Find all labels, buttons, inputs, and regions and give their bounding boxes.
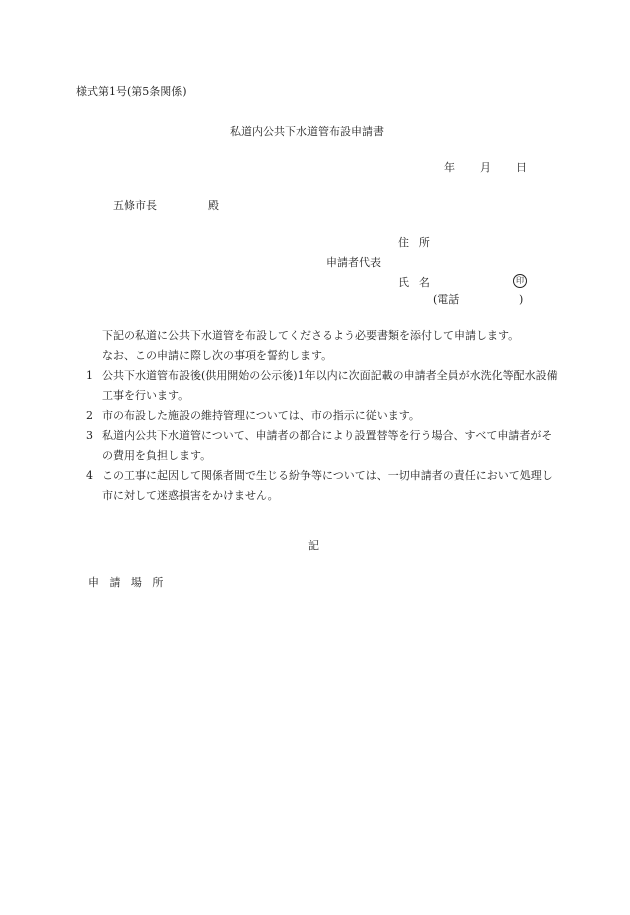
pledge-item	[72, 426, 562, 466]
pledge-number: 3	[86, 429, 93, 442]
ki-heading: 記	[308, 539, 319, 552]
date-year-label: 年	[444, 161, 455, 174]
intro-line-2: なお、この申請に際し次の事項を誓約します。	[102, 349, 333, 362]
application-location-label: 申請場所	[88, 576, 174, 589]
pledge-text: この工事に起因して関係者間で生じる紛争等については、一切申請者の責任において処理し市に対して迷惑損害をかけません。	[102, 469, 553, 502]
addressee-name: 五條市長	[113, 199, 157, 212]
pledge-text: 市の布設した施設の維持管理については、市の指示に従います。	[102, 409, 420, 422]
pledge-number: 4	[86, 469, 93, 482]
intro-line-1: 下記の私道に公共下水道管を布設してくださるよう必要書類を添付して申請します。	[102, 329, 520, 342]
seal-mark: 印	[513, 274, 527, 288]
pledge-list	[72, 366, 562, 506]
pledge-text: 公共下水道管布設後(供用開始の公示後)1年以内に次面記載の申請者全員が水洗化等配水設備工事を行います。	[102, 369, 558, 402]
addressee-honorific: 殿	[208, 199, 219, 212]
pledge-item	[72, 366, 562, 406]
name-label: 氏名	[398, 276, 440, 289]
pledge-item	[72, 466, 562, 506]
address-label: 住所	[398, 236, 440, 249]
phone-label: (電話	[433, 293, 460, 306]
representative-label: 申請者代表	[326, 256, 381, 269]
body-text	[72, 326, 562, 506]
pledge-text: 私道内公共下水道管について、申請者の都合により設置替等を行う場合、すべて申請者がその費用を負担します。	[102, 429, 553, 462]
document-title: 私道内公共下水道管布設申請書	[230, 125, 384, 138]
pledge-number: 2	[86, 409, 93, 422]
form-number: 様式第1号(第5条関係)	[76, 85, 187, 98]
date-month-label: 月	[480, 161, 491, 174]
pledge-item	[72, 406, 562, 426]
phone-close-paren: )	[519, 293, 524, 306]
pledge-number: 1	[86, 369, 93, 382]
date-day-label: 日	[516, 161, 527, 174]
